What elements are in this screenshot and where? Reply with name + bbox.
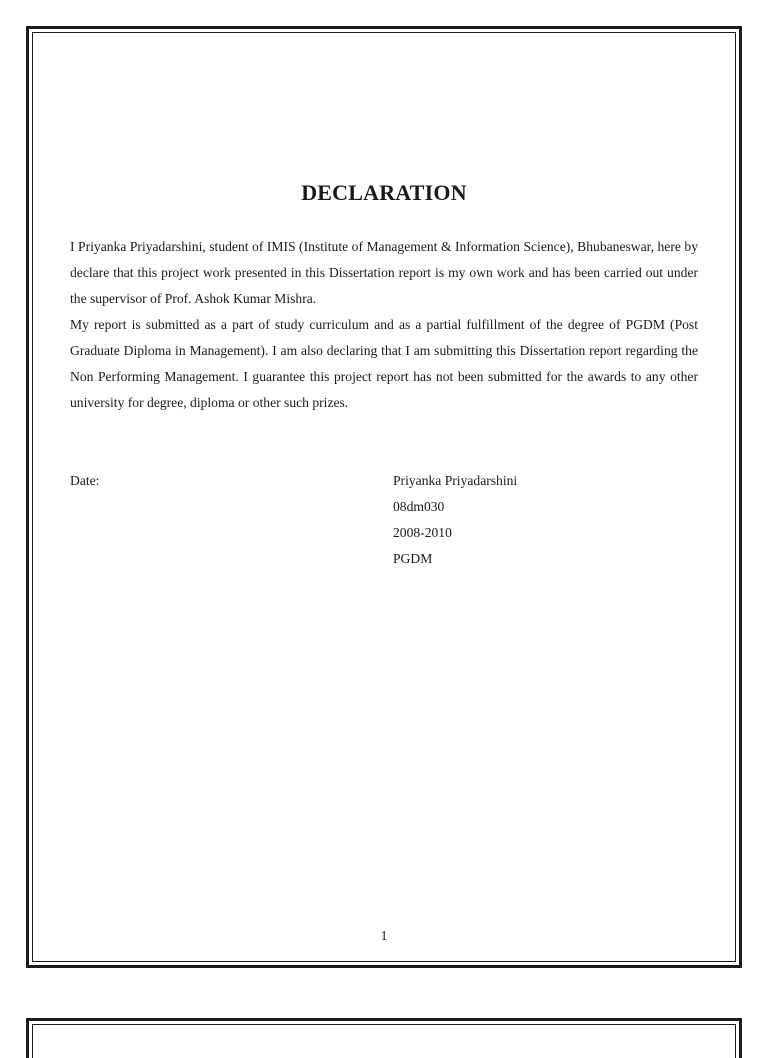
next-page-border [26,1018,742,1058]
declaration-paragraph-1: I Priyanka Priyadarshini, student of IMIS (Institute of Management & Information Science), Bhubaneswar, here by declare that this project work presented in this Dissertation report is my own work and has been carried out under the supervisor of Prof. Ashok Kumar Mishra. [70,239,698,306]
date-label: Date: [70,473,100,488]
student-name: Priyanka Priyadarshini [393,473,518,488]
declaration-title: DECLARATION [301,180,467,205]
next-page-border-inner [32,1024,736,1058]
signature-block [393,468,517,572]
roll-number: 08dm030 [393,499,445,514]
program-name: PGDM [393,551,433,566]
declaration-paragraph-2: My report is submitted as a part of study curriculum and as a partial fulfillment of the degree of PGDM (Post Graduate Diploma in Management). I am also declaring that I am submitting this Dissertation report regarding the Non Performing Management. I guarantee this project report has not been submitted for the awards to any other university for degree, diploma or other such prizes. [70,317,698,410]
declaration-body [70,234,698,416]
page-border-inner [32,32,736,962]
page-border [26,26,742,968]
page-number: 1 [380,928,388,943]
batch-years: 2008-2010 [393,525,452,540]
